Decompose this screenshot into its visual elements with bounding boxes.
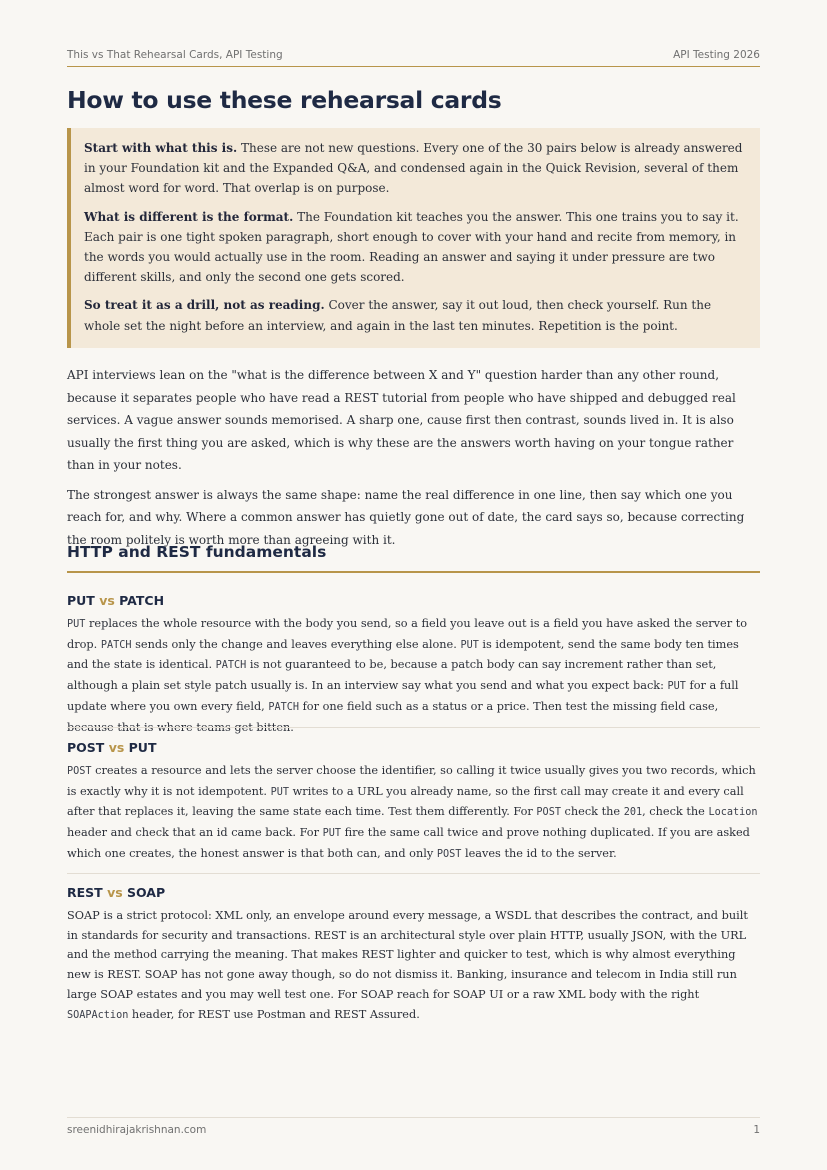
callout-paragraph [84, 138, 746, 199]
inline-code: PATCH [268, 701, 300, 713]
page-number: 1 [753, 1124, 760, 1136]
card-body: PUT replaces the whole resource with the body you send, so a field you leave out is a field you have asked the server to drop. PATCH sends only the change and leaves everything else alone. PUT is idempotent, send the same body ten times and the state is identical. PATCH is not guaranteed to be, because a patch body can say increment rather than set, although a plain set style patch usually is. In an interview say what you send and what you expect back: PUT for a full update where you own every field, PATCH for one field such as a status or a price. Then test the missing field case, because that is where teams get bitten. [67, 617, 748, 734]
intro-paragraph: The strongest answer is always the same shape: name the real difference in one line, then say which one you reach for, and why. Where a common answer has quietly gone out of date, the card says so, because correcting the room politely is worth more than agreeing with it. [67, 487, 745, 547]
divider [67, 873, 760, 874]
inline-code: PUT [270, 786, 290, 798]
divider [67, 727, 760, 728]
inline-code: PUT [322, 828, 341, 840]
card-left-term: POST [67, 740, 105, 755]
running-header [67, 49, 760, 67]
card-right-term: PUT [128, 740, 157, 755]
intro-paragraph: API interviews lean on the "what is the difference between X and Y" question harder than any other round, because it separates people who have read a REST tutorial from people who have shipped and debugged real services. A vague answer sounds memorised. A sharp one, cause first then contrast, sounds lived in. It is also usually the first thing you are asked, which is why these are the answers worth having on your tongue rather than in your notes. [67, 368, 736, 472]
inline-code: PUT [667, 681, 686, 693]
callout-paragraph [84, 295, 746, 335]
card-left-term: PUT [67, 593, 95, 608]
callout-paragraph [84, 207, 746, 288]
intro [67, 364, 760, 558]
inline-code: POST [536, 807, 561, 819]
instructions-callout [67, 128, 760, 348]
card-left-term: REST [67, 885, 103, 900]
header-edition: API Testing 2026 [673, 49, 760, 61]
vs-label: vs [99, 593, 115, 608]
inline-code: 201 [623, 807, 643, 819]
inline-code: SOAPAction [67, 1009, 129, 1021]
section-heading: HTTP and REST fundamentals [67, 543, 760, 573]
inline-code: Location [708, 807, 758, 819]
vs-label: vs [107, 885, 123, 900]
card-right-term: PATCH [119, 593, 165, 608]
inline-code: PATCH [215, 660, 247, 672]
callout-text: The Foundation kit teaches you the answer. This one trains you to say it. Each pair is one tight spoken paragraph, short enough to cover with your hand and recite from memory, in the words you would actually use in the room. Reading an answer and saying it under pressure are two different skills, and only the second one gets scored. [84, 209, 739, 285]
inline-code: POST [436, 848, 462, 860]
card-body: SOAP is a strict protocol: XML only, an envelope around every message, a WSDL that describes the contract, and built in standards for security and transactions. REST is an architectural style over plain HTTP, usually JSON, with the URL and the method carrying the meaning. That makes REST lighter and quicker to test, which is why almost everything new is REST. SOAP has not gone away though, so do not dismiss it. Banking, insurance and telecom in India still run large SOAP estates and you may well test one. For SOAP reach for SOAP UI or a raw XML body with the right SOAPAction header, for REST use Postman and REST Assured. [67, 909, 748, 1021]
footer-site: sreenidhirajakrishnan.com [67, 1124, 207, 1136]
card-right-term: SOAP [127, 885, 166, 900]
header-title: This vs That Rehearsal Cards, API Testing [67, 49, 283, 61]
card-post-vs-put [67, 740, 760, 865]
card-title [67, 740, 760, 755]
callout-text: These are not new questions. Every one of the 30 pairs below is already answered in your Foundation kit and the Expanded Q&A, and condensed again in the Quick Revision, several of them almost word for word. That overlap is on purpose. [84, 141, 743, 196]
page-title: How to use these rehearsal cards [67, 86, 502, 114]
card-put-vs-patch [67, 593, 760, 737]
inline-code: PUT [460, 639, 479, 651]
callout-text: Cover the answer, say it out loud, then check yourself. Run the whole set the night before an interview, and again in the last ten minutes. Repetition is the point. [84, 298, 712, 333]
callout-lead: So treat it as a drill, not as reading. [84, 298, 325, 313]
card-body: POST creates a resource and lets the server choose the identifier, so calling it twice usually gives you two records, which is exactly why it is not idempotent. PUT writes to a URL you already name, so the first call may create it and every call after that replaces it, leaving the same state each time. Test them differently. For POST check the 201, check the Location header and check that an id came back. For PUT fire the same call twice and prove nothing duplicated. If you are asked which one creates, the honest answer is that both can, and only POST leaves the id to the server. [67, 764, 758, 860]
card-title [67, 593, 760, 608]
vs-label: vs [108, 740, 125, 755]
card-title [67, 885, 760, 900]
inline-code: PATCH [100, 639, 132, 651]
footer [67, 1117, 760, 1136]
callout-lead: Start with what this is. [84, 141, 238, 155]
inline-code: PUT [67, 619, 86, 630]
callout-lead: What is different is the format. [84, 209, 294, 224]
inline-code: POST [67, 766, 92, 777]
card-rest-vs-soap [67, 885, 760, 1025]
